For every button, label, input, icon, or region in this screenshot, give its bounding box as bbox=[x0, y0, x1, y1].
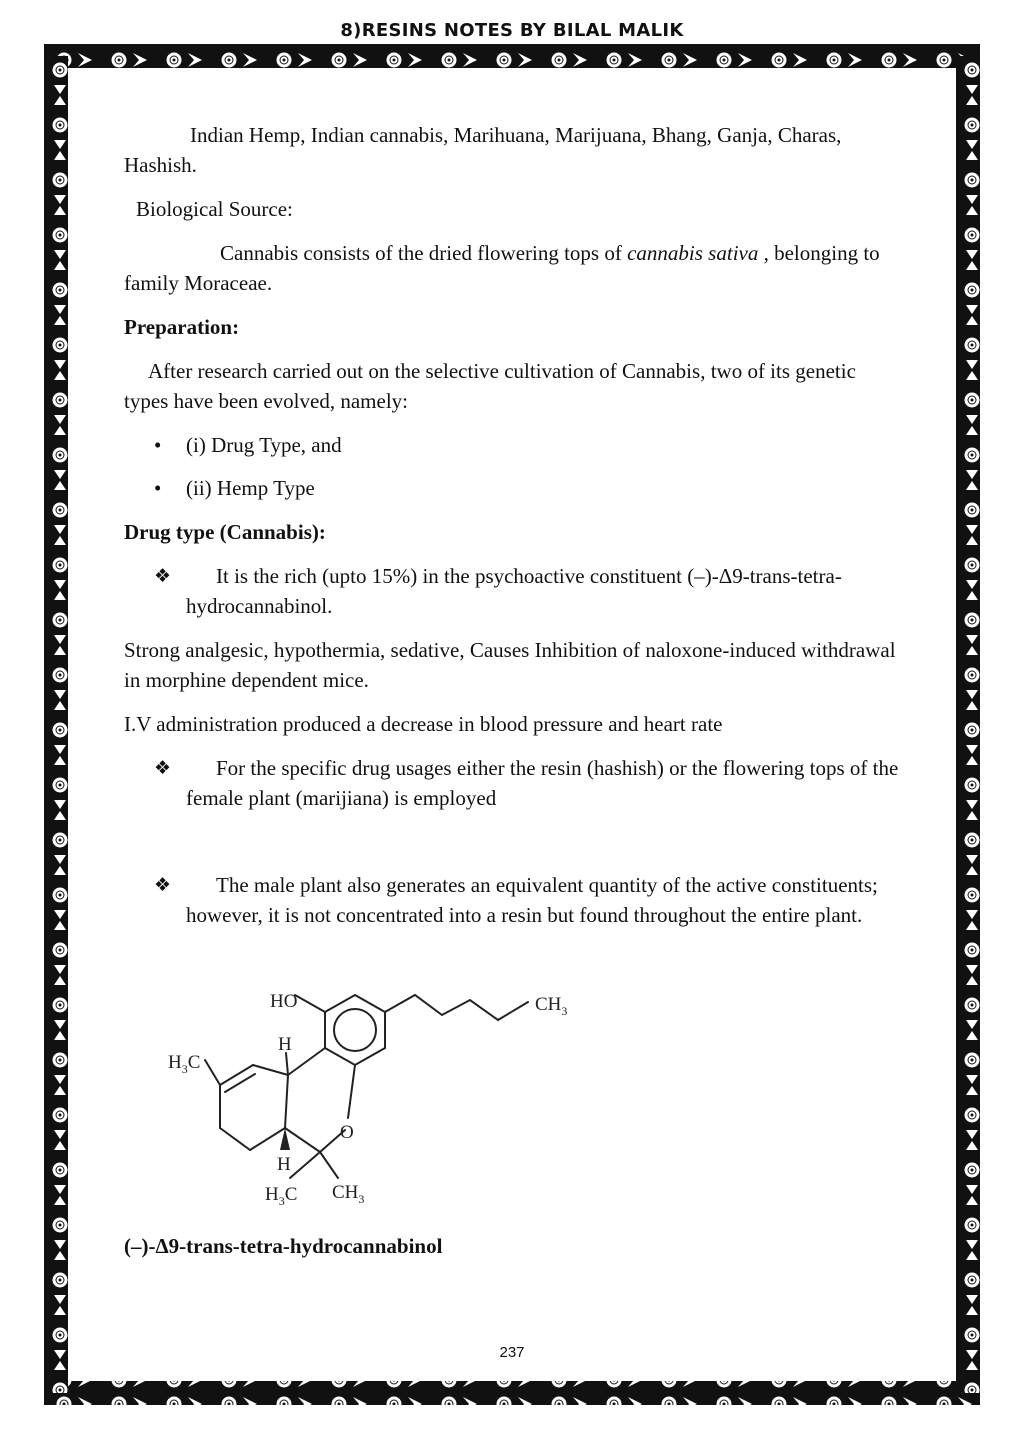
label-h-top: H bbox=[278, 1034, 292, 1055]
list-item bbox=[124, 473, 899, 503]
type-drug: (i) Drug Type, and bbox=[186, 433, 342, 457]
label-h-bottom: H bbox=[277, 1154, 291, 1175]
drug-point-male-plant: The male plant also generates an equivalent quantity of the active constituents; however, it is not concentrated into a resin but found throughout the entire plant. bbox=[186, 873, 878, 927]
iv-administration-text: I.V administration produced a decrease in blood pressure and heart rate bbox=[124, 712, 723, 736]
biological-source-text-before: Cannabis consists of the dried flowering tops of bbox=[220, 241, 628, 265]
label-ch3-right: $CH_3$ bbox=[535, 994, 568, 1018]
structure-caption: (–)-Δ9-trans-tetra-hydrocannabinol bbox=[124, 1234, 443, 1258]
bullet-icon: • bbox=[154, 433, 162, 457]
effects-text: Strong analgesic, hypothermia, sedative, Causes Inhibition of naloxone-induced withdrawal in morphine dependent mice. bbox=[124, 638, 896, 692]
label-h3c-left: $H_3C$ bbox=[168, 1052, 201, 1076]
border-right bbox=[956, 56, 980, 1393]
drug-point-usage: For the specific drug usages either the resin (hashish) or the flowering tops of the female plant (marijiana) is employed bbox=[186, 756, 899, 810]
list-item bbox=[124, 753, 899, 813]
border-top bbox=[44, 44, 980, 68]
page-number: 237 bbox=[499, 1344, 525, 1361]
label-ho: HO bbox=[270, 991, 298, 1012]
biological-source-label: Biological Source: bbox=[136, 197, 293, 221]
label-h3c-bottom: $H_3C$ bbox=[265, 1184, 298, 1208]
list-item bbox=[124, 561, 899, 621]
label-o-ring: O bbox=[340, 1122, 354, 1143]
preparation-text: After research carried out on the selective cultivation of Cannabis, two of its genetic types have been evolved, namely: bbox=[124, 359, 856, 413]
species-name: cannabis sativa bbox=[627, 241, 759, 265]
document-header: 8)RESINS NOTES BY BILAL MALIK bbox=[340, 20, 684, 41]
pentyl-chain bbox=[385, 995, 528, 1020]
drug-type-heading: Drug type (Cannabis): bbox=[124, 520, 326, 544]
diamond-bullet-icon: ❖ bbox=[154, 874, 172, 896]
list-item bbox=[124, 430, 899, 460]
border-left bbox=[44, 56, 68, 1393]
label-ch3-bottom: $CH_3$ bbox=[332, 1182, 365, 1206]
border-bottom bbox=[44, 1381, 980, 1405]
bullet-icon: • bbox=[154, 476, 162, 500]
diamond-bullet-icon: ❖ bbox=[154, 565, 172, 587]
biological-source-text bbox=[124, 238, 899, 298]
preparation-heading: Preparation: bbox=[124, 315, 240, 339]
aromatic-ring-circle bbox=[334, 1009, 376, 1051]
biological-source-text-after: , belonging to family Moraceae. bbox=[124, 241, 880, 295]
type-hemp: (ii) Hemp Type bbox=[186, 476, 315, 500]
diamond-bullet-icon: ❖ bbox=[154, 757, 172, 779]
synonyms-text: Indian Hemp, Indian cannabis, Marihuana, Marijuana, Bhang, Ganja, Charas, Hashish. bbox=[124, 123, 842, 177]
drug-point-thc: It is the rich (upto 15%) in the psychoactive constituent (–)-Δ9-trans-tetra-hydrocannabinol. bbox=[186, 564, 842, 618]
thc-structure-diagram bbox=[160, 980, 590, 1215]
content-body bbox=[124, 120, 899, 930]
list-item bbox=[124, 870, 899, 930]
